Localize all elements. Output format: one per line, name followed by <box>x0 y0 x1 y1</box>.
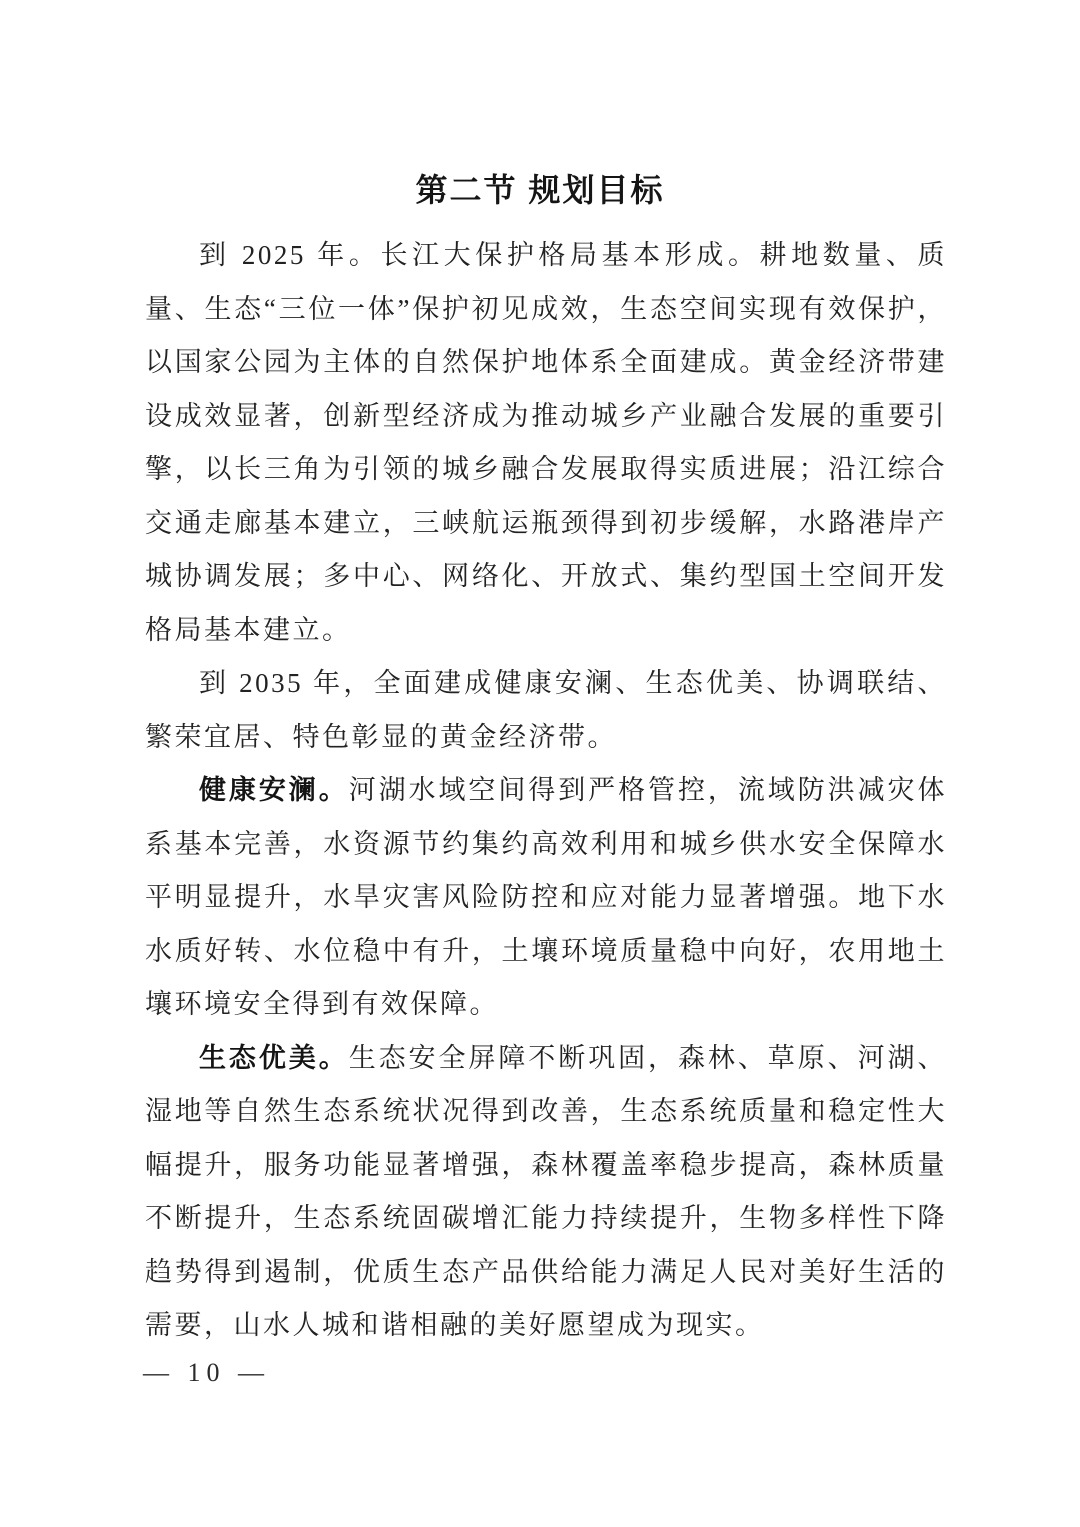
page-number: — 10 — <box>143 1358 270 1387</box>
paragraph <box>145 229 947 657</box>
paragraph-lead-in: 健康安澜。 <box>199 775 349 805</box>
document-body <box>145 229 947 1353</box>
paragraph-lead-in: 生态优美。 <box>199 1042 349 1073</box>
paragraph-text: 到 2035 年，全面建成健康安澜、生态优美、协调联结、繁荣宜居、特色彰显的黄金经济带。 <box>145 668 947 752</box>
paragraph-text: 生态安全屏障不断巩固，森林、草原、河湖、湿地等自然生态系统状况得到改善，生态系统质量和稳定性大幅提升，服务功能显著增强，森林覆盖率稳步提高，森林质量不断提升，生态系统固碳增汇能力持续提升，生物多样性下降趋势得到遏制，优质生态产品供给能力满足人民对美好生活的需要，山水人城和谐相融的美好愿望成为现实。 <box>145 1042 947 1340</box>
paragraph <box>145 1032 947 1353</box>
section-title: 第二节 规划目标 <box>415 172 665 208</box>
paragraph-text: 到 2025 年。长江大保护格局基本形成。耕地数量、质量、生态“三位一体”保护初见成效，生态空间实现有效保护，以国家公园为主体的自然保护地体系全面建成。黄金经济带建设成效显著，创新型经济成为推动城乡产业融合发展的重要引擎，以长三角为引领的城乡融合发展取得实质进展；沿江综合交通走廊基本建立，三峡航运瓶颈得到初步缓解，水路港岸产城协调发展；多中心、网络化、开放式、集约型国土空间开发格局基本建立。 <box>145 240 947 645</box>
paragraph-text: 河湖水域空间得到严格管控，流域防洪减灾体系基本完善，水资源节约集约高效利用和城乡供水安全保障水平明显提升，水旱灾害风险防控和应对能力显著增强。地下水水质好转、水位稳中有升，土壤环境质量稳中向好，农用地土壤环境安全得到有效保障。 <box>145 775 947 1019</box>
paragraph <box>145 657 947 764</box>
paragraph <box>145 764 947 1032</box>
